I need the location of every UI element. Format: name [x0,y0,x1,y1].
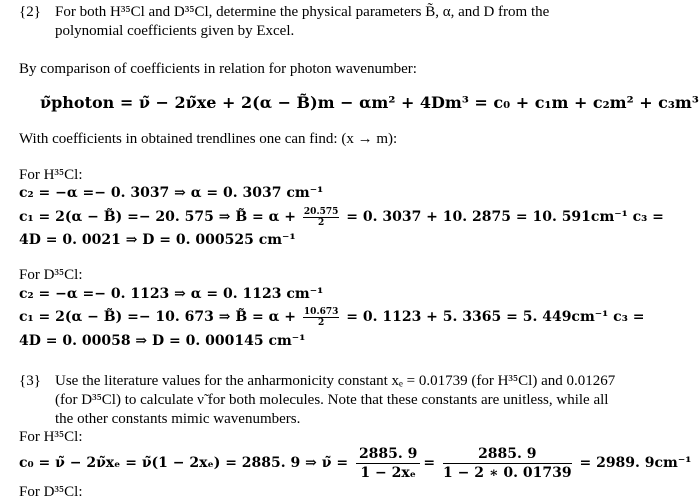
h35cl-d-line: 4D = 0. 0021 ⇒ D = 0. 000525 cm⁻¹ [19,232,296,248]
d35cl-d-line: 4D = 0. 00058 ⇒ D = 0. 000145 cm⁻¹ [19,333,306,349]
fraction-numerator: 20.575 [303,206,339,217]
question-3-line-3: the other constants mimic wavenumbers. [55,411,301,427]
fraction-denominator: 2 [318,217,325,228]
trendline-text: With coefficients in obtained trendlines one can find: (x → m): [19,131,398,147]
d35cl-c2-line: c₂ = −α =− 0. 1123 ⇒ α = 0. 1123 cm⁻¹ [19,286,324,302]
h35cl-c1-line [19,206,664,228]
d35cl-q3-heading: For D³⁵Cl: [19,484,83,500]
h35cl-q3-fraction-1 [356,445,420,482]
d35cl-c1-part-a: c₁ = 2(α − B̃) =− 10. 673 ⇒ B̃ = α + [19,309,297,325]
question-2-text: For both H³⁵Cl and D³⁵Cl, determine the physical parameters B̃, α, and D from the [55,4,550,20]
h35cl-q3-fraction-2 [443,445,572,482]
question-2-line-2: polynomial coefficients given by Excel. [55,23,295,39]
h35cl-c1-part-b: = 0. 3037 + 10. 2875 = 10. 591cm⁻¹ c₃ = [346,209,664,225]
h35cl-q3-part-a: c₀ = ν̃ − 2ν̃xₑ = ν̃(1 − 2xₑ) = 2885. 9 ⇒ ν̃ = [19,455,349,471]
d35cl-heading: For D³⁵Cl: [19,267,83,283]
h35cl-heading: For H³⁵Cl: [19,167,83,183]
d35cl-c1-line [19,306,644,328]
fraction-denominator: 1 − 2 ∗ 0. 01739 [443,464,572,481]
d35cl-c1-part-b: = 0. 1123 + 5. 3365 = 5. 449cm⁻¹ c₃ = [346,309,645,325]
question-3-text: Use the literature values for the anharmonicity constant xₑ = 0.01739 (for H³⁵Cl) and 0.01267 [55,373,616,389]
fraction-denominator: 1 − 2xₑ [360,464,416,481]
fraction-numerator: 2885. 9 [443,445,572,464]
question-number: {3} [19,373,41,389]
comparison-text: By comparison of coefficients in relation for photon wavenumber: [19,61,417,77]
fraction-numerator: 2885. 9 [356,445,420,464]
h35cl-q3-part-b: = 2989. 9cm⁻¹ [579,455,692,471]
h35cl-q3-equation: c₀ = ν̃ − 2ν̃xₑ = ν̃(1 − 2xₑ) = 2885. 9 ⇒ ν̃ = $\frac{2885. 9}{\text{1 − 2xₑ}}$ = $\frac{2885. 9}{1 - 2 ∗ 0. 01739}$ = 2989. 9cm⁻¹ [19,445,692,481]
question-number: {2} [19,4,41,20]
h35cl-q3-heading: For H³⁵Cl: [19,429,83,445]
h35cl-c2-line: c₂ = −α =− 0. 3037 ⇒ α = 0. 3037 cm⁻¹ [19,185,324,201]
main-equation: ν̃photon = ν̃ − 2ν̃xe + 2(α − B̃)m − αm² + 4Dm³ = c₀ + c₁m + c₂m² + c₃m³ [40,93,699,112]
fraction-denominator: 2 [318,317,325,328]
h35cl-c1-fraction [303,207,339,228]
d35cl-c1-fraction [303,307,339,328]
question-3-line-2: (for D³⁵Cl) to calculate ν̃ for both molecules. Note that these constants are unitless, while all [55,392,609,408]
fraction-numerator: 10.673 [303,306,339,317]
h35cl-c1-part-a: c₁ = 2(α − B̃) =− 20. 575 ⇒ B̃ = α + [19,209,297,225]
